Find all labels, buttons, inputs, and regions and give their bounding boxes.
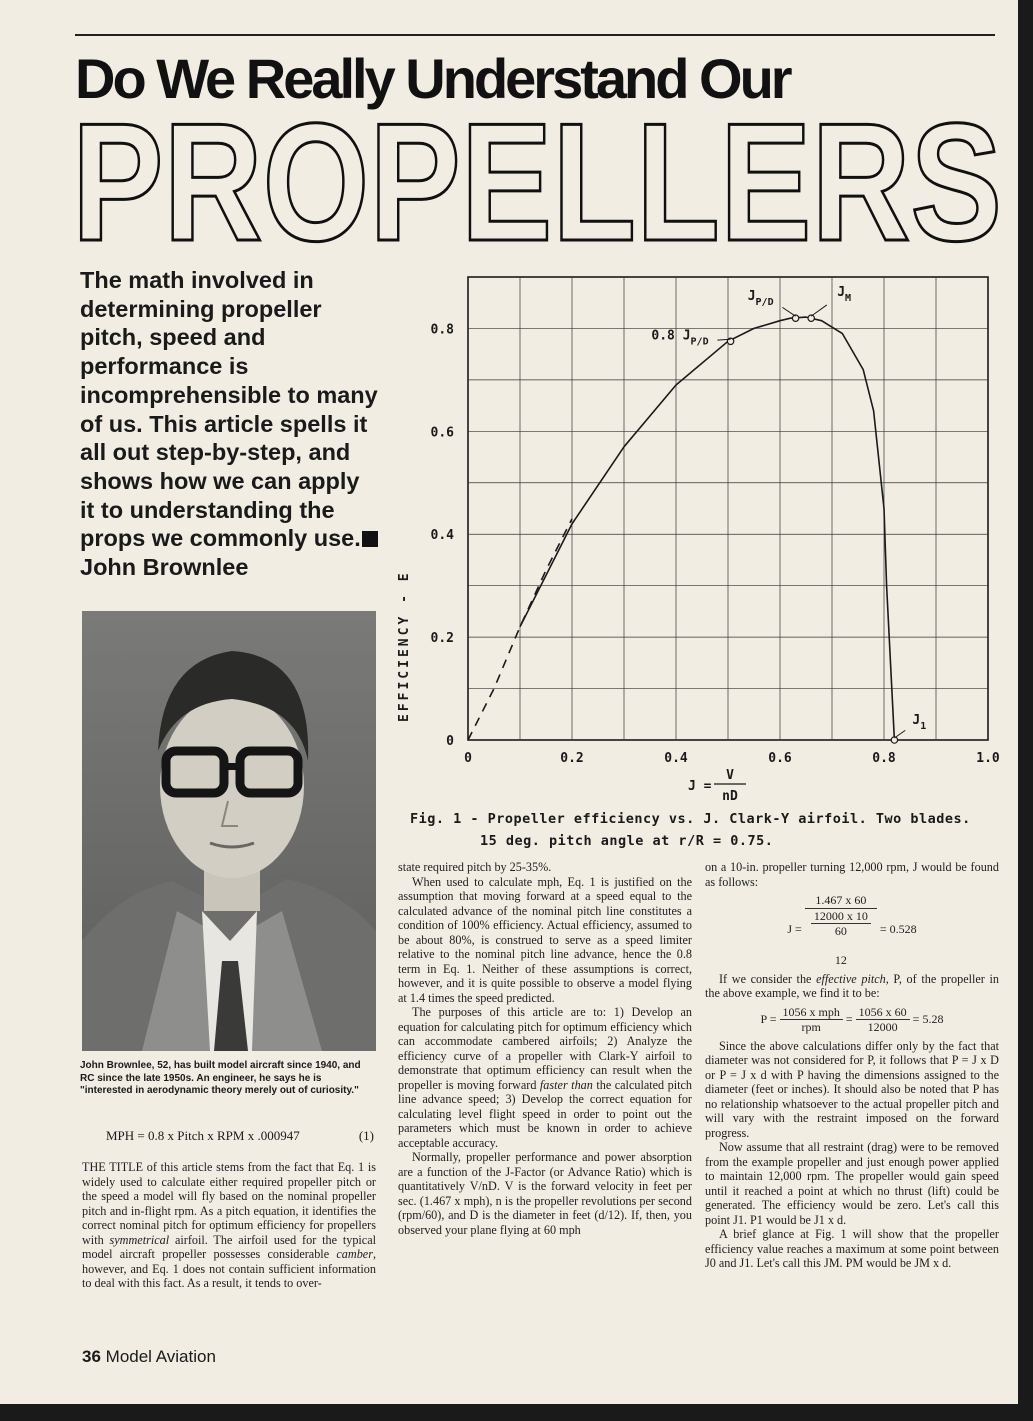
annotation-leader — [894, 730, 905, 738]
col3-p2-em: effective pitch — [816, 971, 886, 986]
lead-in: THE TITLE — [82, 1160, 144, 1174]
eqJ-den — [805, 909, 877, 968]
col1-text-c: , however, and Eq. 1 does not contain sufficient information to deal with this fact. As a result, it tends to over- — [82, 1247, 376, 1290]
col1-text-b: airfoil. The airfoil used for the typical model aircraft propeller possesses considerable — [82, 1232, 377, 1261]
magazine-name: Model Aviation — [105, 1347, 216, 1366]
headline: Do We Really Understand Our — [75, 47, 790, 110]
equation-j — [705, 893, 999, 968]
deck-text — [80, 266, 380, 582]
annotation-label: $J_{P/D}$ — [747, 289, 774, 309]
chart-ticks — [431, 322, 1000, 766]
equation-1-text: MPH = 0.8 x Pitch x RPM x .000947 — [106, 1128, 300, 1143]
efficiency-curve — [520, 317, 894, 740]
x-tick-label: 1.0 — [976, 751, 1000, 766]
author-photo — [82, 611, 376, 1051]
propellers-title — [72, 112, 1007, 252]
annotation-label: $J_1$ — [912, 713, 927, 732]
photo-caption: John Brownlee, 52, has built model aircraft since 1940, and RC since the late 1950s. An engineer, he says he is "interested in aerodynamic theory merely out of curiosity." — [80, 1060, 361, 1097]
x-tick-label: 0.2 — [560, 751, 584, 766]
x-tick-label: 0.6 — [768, 751, 792, 766]
eqP-num1: 1056 x mph — [780, 1005, 843, 1021]
eqP-den2: 12000 — [867, 1020, 898, 1034]
chart-series — [468, 317, 894, 740]
y-tick-label: 0 — [446, 734, 454, 749]
deck-author: John Brownlee — [80, 554, 249, 581]
eqJ-den-a: 60 — [834, 924, 847, 938]
x-axis-label-num: V — [726, 768, 734, 783]
col2-p3-b: the calculated pitch line advance speed; 3) Develop the correct equation for calculating level flight speed in order to point out the parameters which must be known in order to achieve acceptable accuracy. — [398, 1077, 692, 1150]
y-tick-label: 0.8 — [430, 322, 454, 338]
col1-text-a: of this article stems from the fact that Eq. 1 is widely used to calculate either required propeller pitch or the speed a model will fly based on the nominal propeller pitch and in-flight rpm. As a pitch equation, it identifies the correct nominal pitch for optimum efficiency for propellers with — [82, 1160, 376, 1247]
eqP-lhs: P = — [760, 1011, 777, 1026]
top-rule — [75, 34, 995, 36]
figure-caption-line2: 15 deg. pitch angle at r/R = 0.75. — [480, 833, 774, 849]
chart-annotations — [651, 285, 926, 743]
eqJ-result: = 0.528 — [879, 922, 917, 936]
col3-p2-b: , P, of the propeller in the above example, we find it to be: — [705, 971, 999, 1000]
x-tick-label: 0 — [464, 751, 472, 766]
eqP-num2: 1056 x 60 — [856, 1005, 910, 1021]
annotation-label: 0.8 $J_{P/D}$ — [651, 328, 709, 348]
x-axis-label-den: nD — [722, 789, 738, 804]
annotation-label: $J_M$ — [837, 285, 852, 305]
column-1 — [82, 1160, 376, 1291]
propellers-title-text: PROPELLERS — [72, 112, 1002, 252]
y-tick-label: 0.2 — [430, 631, 454, 647]
column-2 — [398, 860, 692, 1237]
y-tick-label: 0.4 — [430, 528, 454, 544]
col3-p2-a: If we consider the — [719, 971, 817, 986]
col3-p1: on a 10-in. propeller turning 12,000 rpm, J would be found as follows: — [705, 860, 999, 889]
deck-body: The math involved in determining propeller pitch, speed and performance is incomprehensible to many of us. This article spells it all out step-by-step, and shows how we can apply it to understanding the props we commonly use. — [80, 267, 378, 552]
col2-p3-em: faster than — [539, 1077, 593, 1092]
col2-p2: When used to calculate mph, Eq. 1 is justified on the assumption that moving forward at a speed equal to the calculated advance of the nominal pitch line constitutes a condition of 100% efficiency. Actual efficiency, assumed to be about 80%, is construed to serve as a speed limiter relative to the nominal pitch line advance, hence the 0.8 term in Eq. 1. Neither of these assumptions is correct, however, and it is quite possible to observe a model flying at 1.4 times the speed predicted. — [398, 874, 692, 1005]
figure-caption — [410, 808, 1010, 852]
equation-p: P = $\frac{\text{1056 x mph}}{\text{rpm}}$ = $\frac{1056 x 60}{12000}$ = 5.28 — [760, 1004, 944, 1034]
col1-em-symmetrical: symmetrical — [109, 1232, 170, 1247]
col3-p3: Since the above calculations differ only by the fact that diameter was not considered for P, it follows that P = J x D or P = J x d with P having the dimensions assigned to the diameter (feet or inches). It should also be noted that P has no relationship whatsoever to the actual propeller pitch and will vary with the restraint imposed on the forward progress. — [705, 1038, 999, 1140]
col2-p3 — [398, 1005, 692, 1150]
efficiency-chart — [380, 262, 1010, 807]
x-tick-label: 0.8 — [872, 751, 896, 766]
eqJ-den-num: 12000 x 10 — [811, 909, 871, 925]
eqP-den1: rpm — [801, 1020, 821, 1034]
y-axis-label: EFFICIENCY - E — [397, 570, 412, 722]
y-tick-label: 0.6 — [430, 425, 454, 441]
page-footer — [82, 1347, 216, 1367]
equation-1 — [106, 1128, 378, 1144]
equation-1-number: (1) — [358, 1128, 374, 1143]
eqJ-num: 1.467 x 60 — [805, 893, 877, 909]
eqJ-den-b: 12 — [834, 953, 847, 967]
title-inner-stroke: PROPELLERS — [72, 112, 1002, 252]
x-tick-label: 0.4 — [664, 751, 688, 766]
end-square — [362, 531, 378, 547]
annotation-leader — [782, 307, 795, 316]
col3-p5: A brief glance at Fig. 1 will show that the propeller efficiency value reaches a maximum at some point between J0 and J1. Let's call this JM. PM would be JM x d. — [705, 1227, 999, 1270]
eqJ-lhs: J = — [787, 922, 802, 936]
figure-caption-line1: Fig. 1 - Propeller efficiency vs. J. Clark-Y airfoil. Two blades. — [410, 811, 971, 827]
page-number: 36 — [82, 1347, 101, 1366]
x-axis-label — [688, 768, 746, 804]
col1-em-camber: camber — [336, 1247, 373, 1261]
eqP-result: = 5.28 — [912, 1011, 944, 1026]
col2-p1: state required pitch by 25-35%. — [398, 860, 552, 874]
annotation-leader — [811, 305, 827, 316]
col2-p3-a: The purposes of this article are to: 1) Develop an equation for calculating pitch for optimum efficiency which can accommodate cambered airfoils; 2) Analyze the efficiency curve of a propeller with Clark-Y airfoil to demonstrate that optimum efficiency can result when the propeller is moving forward — [398, 1005, 692, 1092]
col2-p4: Normally, propeller performance and power absorption are a function of the J-Factor (or Advance Ratio) which is quantitatively V/nD. V is the forward velocity in feet per sec. (1.467 x mph), n is the propeller revolutions per second (rpm/60), and D is the diameter in feet (d/12). If, then, you observed your plane flying at 60 mph — [398, 1150, 692, 1237]
eqJ-fraction — [805, 893, 877, 968]
column-3 — [705, 860, 999, 1271]
col3-p4: Now assume that all restraint (drag) were to be removed from the example propeller and just enough power applied to maintain 12,000 rpm. The propeller would gain speed until it reached a point at which no thrust (lift) could be generated. The efficiency would be zero. Let's call this point J1. P1 would be J1 x d. — [705, 1140, 999, 1227]
chart-grid — [468, 277, 988, 740]
x-axis-label-prefix: J = — [688, 779, 712, 794]
